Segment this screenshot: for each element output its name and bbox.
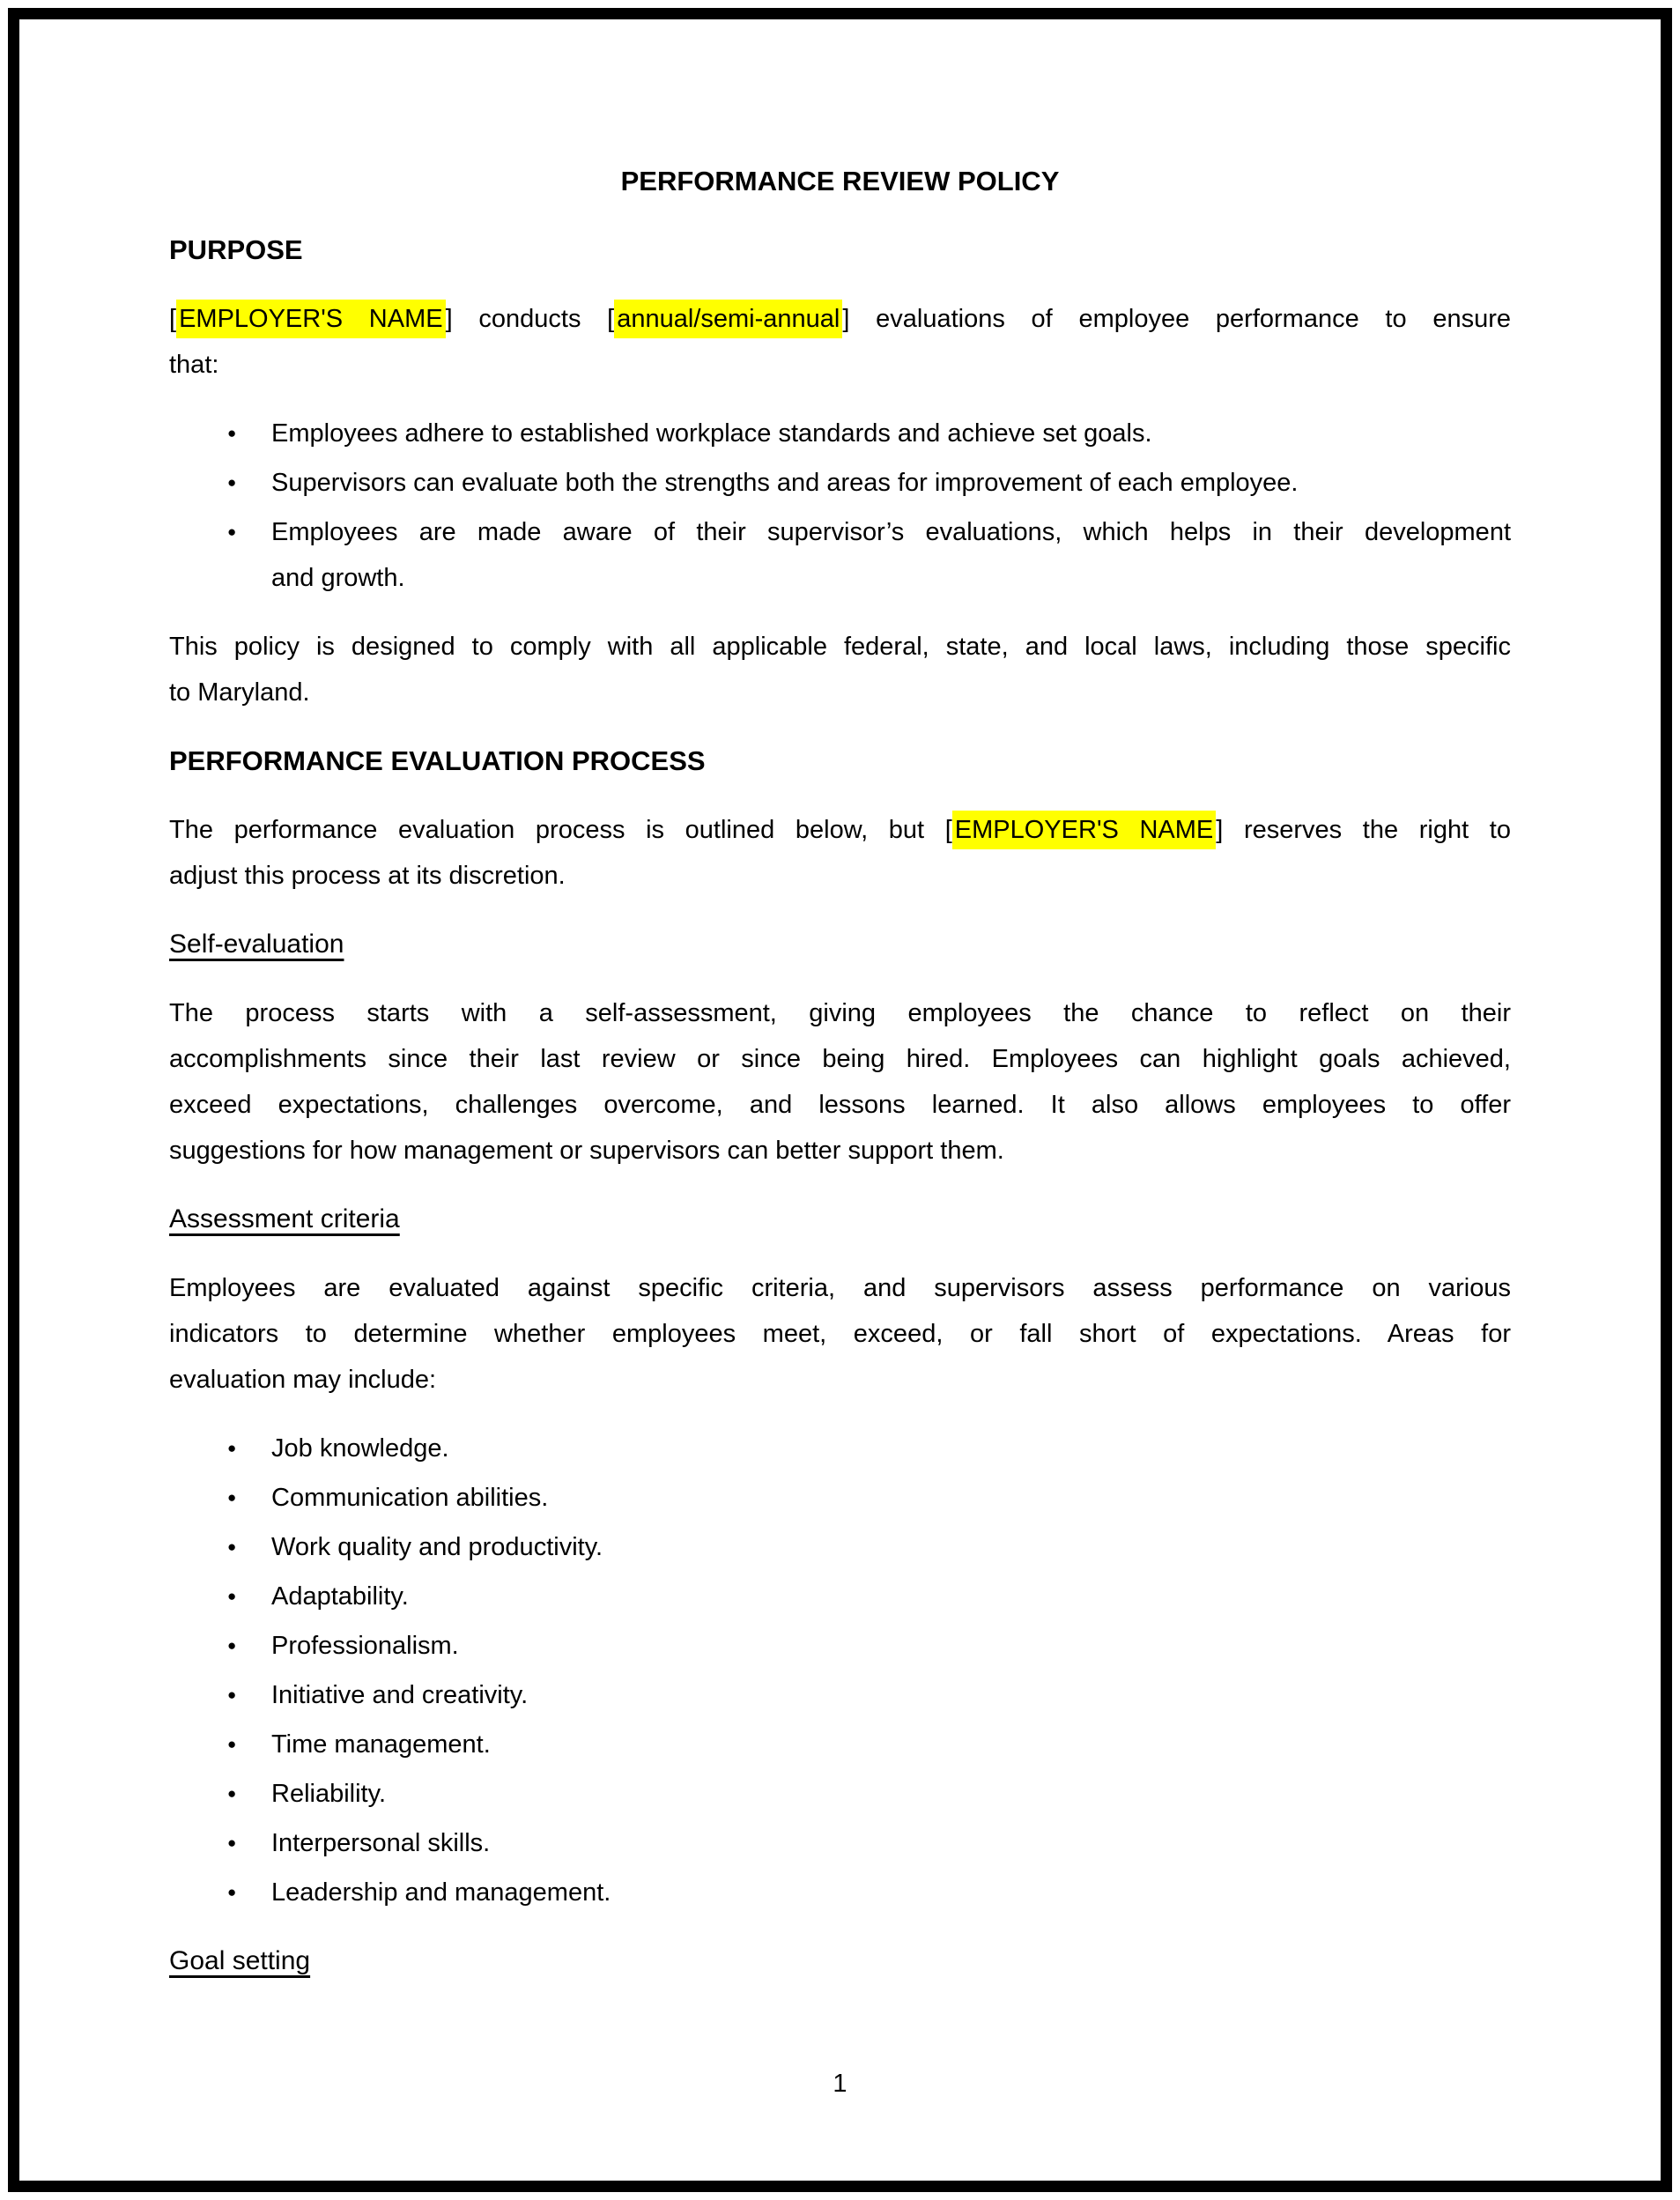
text-line — [271, 460, 1511, 506]
text-line — [169, 624, 1511, 670]
bullet-text — [271, 1870, 1511, 1915]
bullet-icon: ● — [227, 1489, 237, 1506]
bullet-item — [169, 1574, 1511, 1619]
text-segment: ] evaluations of employee performance to ensure — [842, 305, 1511, 333]
section-heading: PERFORMANCE EVALUATION PROCESS — [169, 745, 706, 776]
text-segment: suggestions for how management or supervisors can better support them. — [169, 1137, 1004, 1165]
text-segment: that: — [169, 351, 219, 379]
text-segment: This policy is designed to comply with all applicable federal, state, and local laws, including those specific — [169, 633, 1511, 661]
section-subheading — [169, 1938, 1511, 1984]
text-segment: to Maryland. — [169, 678, 310, 707]
text-segment: Work quality and productivity. — [271, 1533, 603, 1561]
text-line — [169, 1311, 1511, 1357]
bullet-icon: ● — [227, 1884, 237, 1900]
bullet-list — [169, 411, 1511, 601]
bullet-icon: ● — [227, 1588, 237, 1604]
paragraph — [169, 624, 1511, 715]
text-segment: ] reserves the right to — [1216, 816, 1511, 844]
text-line — [169, 1357, 1511, 1403]
bullet-item — [169, 1820, 1511, 1866]
bullet-text — [271, 460, 1511, 506]
bullet-item — [169, 1475, 1511, 1521]
text-line — [169, 1128, 1511, 1174]
bullet-icon: ● — [227, 1440, 237, 1456]
text-line — [271, 1574, 1511, 1619]
text-line — [169, 670, 1511, 715]
text-segment: Reliability. — [271, 1780, 387, 1808]
bullet-item — [169, 1524, 1511, 1570]
text-segment: indicators to determine whether employees meet, exceed, or fall short of expectations. Areas for — [169, 1320, 1511, 1348]
highlighted-text: EMPLOYER'S NAME — [952, 811, 1216, 849]
text-line — [271, 1722, 1511, 1767]
text-line — [169, 990, 1511, 1036]
bullet-item — [169, 1672, 1511, 1718]
bullet-text — [271, 1820, 1511, 1866]
bullet-text — [271, 1771, 1511, 1817]
bullet-item — [169, 509, 1511, 601]
subheading-text: Goal setting — [169, 1946, 311, 1975]
text-segment: Time management. — [271, 1730, 491, 1759]
paragraph — [169, 807, 1511, 899]
text-line — [169, 296, 1511, 342]
text-segment: The process starts with a self-assessment, giving employees the chance to reflect on their — [169, 999, 1511, 1027]
paragraph — [169, 296, 1511, 388]
text-segment: [ — [169, 305, 177, 333]
text-line — [271, 509, 1511, 555]
bullet-text — [271, 1623, 1511, 1669]
bullet-item — [169, 1870, 1511, 1915]
bullet-text — [271, 1722, 1511, 1767]
bullet-icon: ● — [227, 1834, 237, 1851]
text-segment: Leadership and management. — [271, 1878, 611, 1907]
text-segment: and growth. — [271, 564, 405, 592]
bullet-icon: ● — [227, 1785, 237, 1802]
text-segment: Interpersonal skills. — [271, 1829, 491, 1857]
highlighted-text: annual/semi-annual — [614, 300, 842, 338]
text-line — [169, 853, 1511, 899]
bullet-text — [271, 1524, 1511, 1570]
text-segment: Communication abilities. — [271, 1484, 549, 1512]
bullet-item — [169, 1426, 1511, 1471]
bullet-icon: ● — [227, 523, 237, 540]
text-line — [271, 1524, 1511, 1570]
subheading-text: Self-evaluation — [169, 930, 344, 959]
text-segment: Adaptability. — [271, 1582, 409, 1611]
text-segment: Supervisors can evaluate both the strengths and areas for improvement of each employee. — [271, 469, 1299, 497]
bullet-item — [169, 411, 1511, 456]
doc-title: PERFORMANCE REVIEW POLICY — [620, 166, 1060, 196]
text-line — [271, 555, 1511, 601]
text-line — [271, 411, 1511, 456]
highlighted-text: EMPLOYER'S NAME — [176, 300, 446, 338]
text-segment: accomplishments since their last review or since being hired. Employees can highlight goals achieved, — [169, 1045, 1511, 1073]
text-line — [271, 1870, 1511, 1915]
text-segment: Initiative and creativity. — [271, 1681, 529, 1709]
paragraph — [169, 1265, 1511, 1403]
text-line — [271, 1771, 1511, 1817]
subheading-text: Assessment criteria — [169, 1204, 400, 1233]
document-body — [169, 159, 1511, 2007]
bullet-item — [169, 1623, 1511, 1669]
bullet-text — [271, 1574, 1511, 1619]
paragraph — [169, 990, 1511, 1174]
page-number: 1 — [833, 2070, 847, 2098]
bullet-icon: ● — [227, 1637, 237, 1654]
text-segment: adjust this process at its discretion. — [169, 862, 566, 890]
text-line — [169, 807, 1511, 853]
bullet-item — [169, 460, 1511, 506]
bullet-icon: ● — [227, 474, 237, 491]
text-line — [271, 1475, 1511, 1521]
text-line — [169, 1036, 1511, 1082]
text-line — [271, 1426, 1511, 1471]
bullet-item — [169, 1722, 1511, 1767]
section-subheading — [169, 922, 1511, 967]
bullet-icon: ● — [227, 1686, 237, 1703]
text-segment: evaluation may include: — [169, 1366, 437, 1394]
text-segment: exceed expectations, challenges overcome, and lessons learned. It also allows employees to offer — [169, 1091, 1511, 1119]
bullet-icon: ● — [227, 1736, 237, 1752]
text-line — [169, 1265, 1511, 1311]
text-line — [271, 1672, 1511, 1718]
text-line — [169, 1082, 1511, 1128]
bullet-text — [271, 411, 1511, 456]
bullet-text — [271, 1475, 1511, 1521]
bullet-list — [169, 1426, 1511, 1915]
bullet-text — [271, 509, 1511, 601]
text-line — [169, 342, 1511, 388]
text-line — [271, 1820, 1511, 1866]
text-segment: Employees are evaluated against specific criteria, and supervisors assess performance on various — [169, 1274, 1511, 1302]
section-heading: PURPOSE — [169, 234, 303, 265]
bullet-icon: ● — [227, 1538, 237, 1555]
text-line — [271, 1623, 1511, 1669]
text-segment: Employees are made aware of their supervisor’s evaluations, which helps in their development — [271, 518, 1511, 546]
text-segment: Job knowledge. — [271, 1434, 449, 1463]
section-subheading — [169, 1196, 1511, 1242]
bullet-icon: ● — [227, 425, 237, 441]
bullet-item — [169, 1771, 1511, 1817]
bullet-text — [271, 1672, 1511, 1718]
text-segment: ] conducts [ — [445, 305, 615, 333]
text-segment: The performance evaluation process is outlined below, but [ — [169, 816, 952, 844]
text-segment: Professionalism. — [271, 1632, 459, 1660]
bullet-text — [271, 1426, 1511, 1471]
text-segment: Employees adhere to established workplace standards and achieve set goals. — [271, 419, 1152, 448]
